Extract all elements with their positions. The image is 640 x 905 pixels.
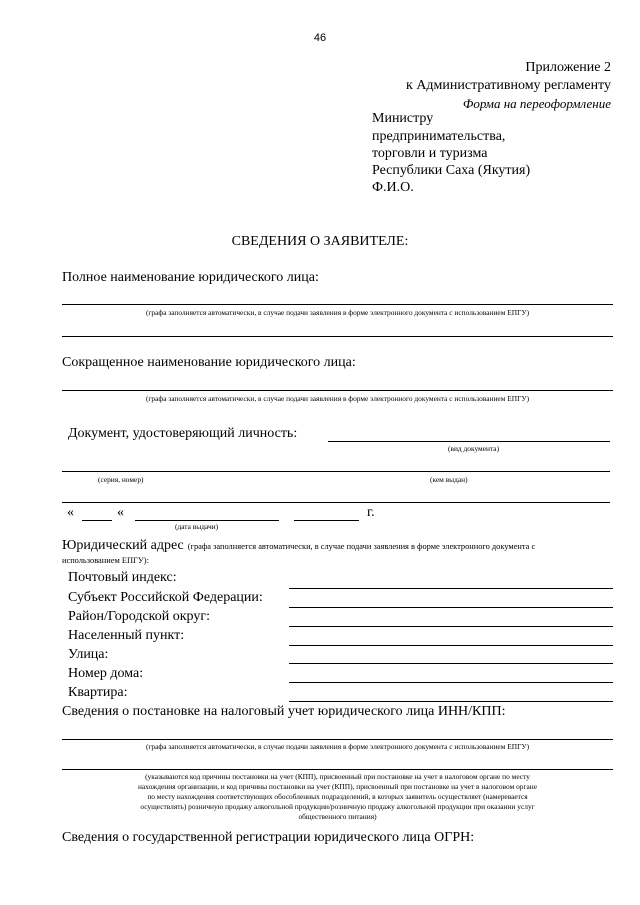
addressee-line-3: торговли и туризма [372, 146, 488, 161]
legal-address-note: (графа заполняется автоматически, в случае подачи заявления в форме электронного документа с [187, 542, 536, 551]
short-name-line[interactable] [62, 390, 613, 391]
document-issuer-line[interactable] [62, 502, 610, 503]
document-type-line[interactable] [328, 441, 610, 442]
date-caption: (дата выдачи) [175, 522, 219, 531]
region-label: Субъект Российской Федерации: [68, 590, 263, 605]
legal-address-note-2: использованием ЕПГУ): [62, 556, 149, 565]
year-suffix: г. [367, 505, 375, 520]
legal-address-header [62, 536, 535, 554]
kpp-note-1: (указываются код причины постановки на учет (КПП), присвоенный при постановке на учет в налоговом органе по месту [145, 772, 530, 781]
postal-code-label: Почтовый индекс: [68, 570, 177, 585]
addressee-line-2: предпринимательства, [372, 129, 506, 144]
kpp-note-4: осуществлять) розничную продажу алкогольной продукции/розничную продажу алкогольной продукции при оказании услуг [140, 802, 535, 811]
issue-month-line[interactable] [135, 520, 279, 521]
form-title: СВЕДЕНИЯ О ЗАЯВИТЕЛЕ: [231, 234, 409, 249]
kpp-note-5: общественного питания) [298, 812, 377, 821]
series-caption: (серия, номер) [98, 475, 144, 484]
issue-day-line[interactable] [82, 520, 112, 521]
apartment-label: Квартира: [68, 685, 128, 700]
short-name-label: Сокращенное наименование юридического лица: [62, 355, 356, 370]
quote-close: « [117, 505, 124, 520]
document-series-line[interactable] [62, 471, 610, 472]
house-label: Номер дома: [68, 666, 144, 681]
quote-open: « [67, 505, 74, 520]
addressee-line-1: Министру [372, 111, 434, 126]
locality-label: Населенный пункт: [68, 628, 185, 643]
street-label: Улица: [68, 647, 109, 662]
addressee-line-4: Республики Саха (Якутия) [372, 163, 531, 178]
tax-line[interactable] [62, 739, 613, 740]
full-name-line-2[interactable] [62, 336, 613, 337]
locality-line[interactable] [289, 645, 613, 646]
form-type: Форма на переоформление [462, 96, 611, 111]
kpp-note-2: нахождения организации, и код причины постановки на учет (КПП), присвоенный при постановке на учет в налоговом органе [137, 782, 538, 791]
document-label: Документ, удостоверяющий личность: [68, 426, 298, 441]
full-name-line[interactable] [62, 304, 613, 305]
page-number: 46 [313, 32, 327, 44]
tax-label: Сведения о постановке на налоговый учет юридического лица ИНН/КПП: [62, 704, 506, 719]
legal-address-label: Юридический адрес [62, 538, 184, 553]
appendix-reference: к Административному регламенту [406, 78, 611, 93]
full-name-label: Полное наименование юридического лица: [62, 270, 319, 285]
addressee-line-5: Ф.И.О. [372, 180, 414, 195]
district-label: Район/Городской округ: [68, 609, 211, 624]
district-line[interactable] [289, 626, 613, 627]
issue-year-line[interactable] [294, 520, 359, 521]
short-name-note: (графа заполняется автоматически, в случае подачи заявления в форме электронного документа с использованием ЕПГУ) [145, 394, 530, 403]
document-type-caption: (вид документа) [448, 444, 500, 453]
full-name-note: (графа заполняется автоматически, в случае подачи заявления в форме электронного документа с использованием ЕПГУ) [145, 308, 530, 317]
appendix-title: Приложение 2 [525, 60, 611, 75]
apartment-line[interactable] [289, 701, 613, 702]
ogrn-label: Сведения о государственной регистрации юридического лица ОГРН: [62, 830, 475, 845]
kpp-line[interactable] [62, 769, 613, 770]
tax-note: (графа заполняется автоматически, в случае подачи заявления в форме электронного документа с использованием ЕПГУ) [145, 742, 530, 751]
issuer-caption: (кем выдан) [430, 475, 468, 484]
street-line[interactable] [289, 663, 613, 664]
kpp-note-3: по месту нахождения соответствующих обособленных подразделений, в которых заявитель осуществляет (намеревается [147, 792, 528, 801]
house-line[interactable] [289, 682, 613, 683]
region-line[interactable] [289, 607, 613, 608]
postal-code-line[interactable] [289, 588, 613, 589]
